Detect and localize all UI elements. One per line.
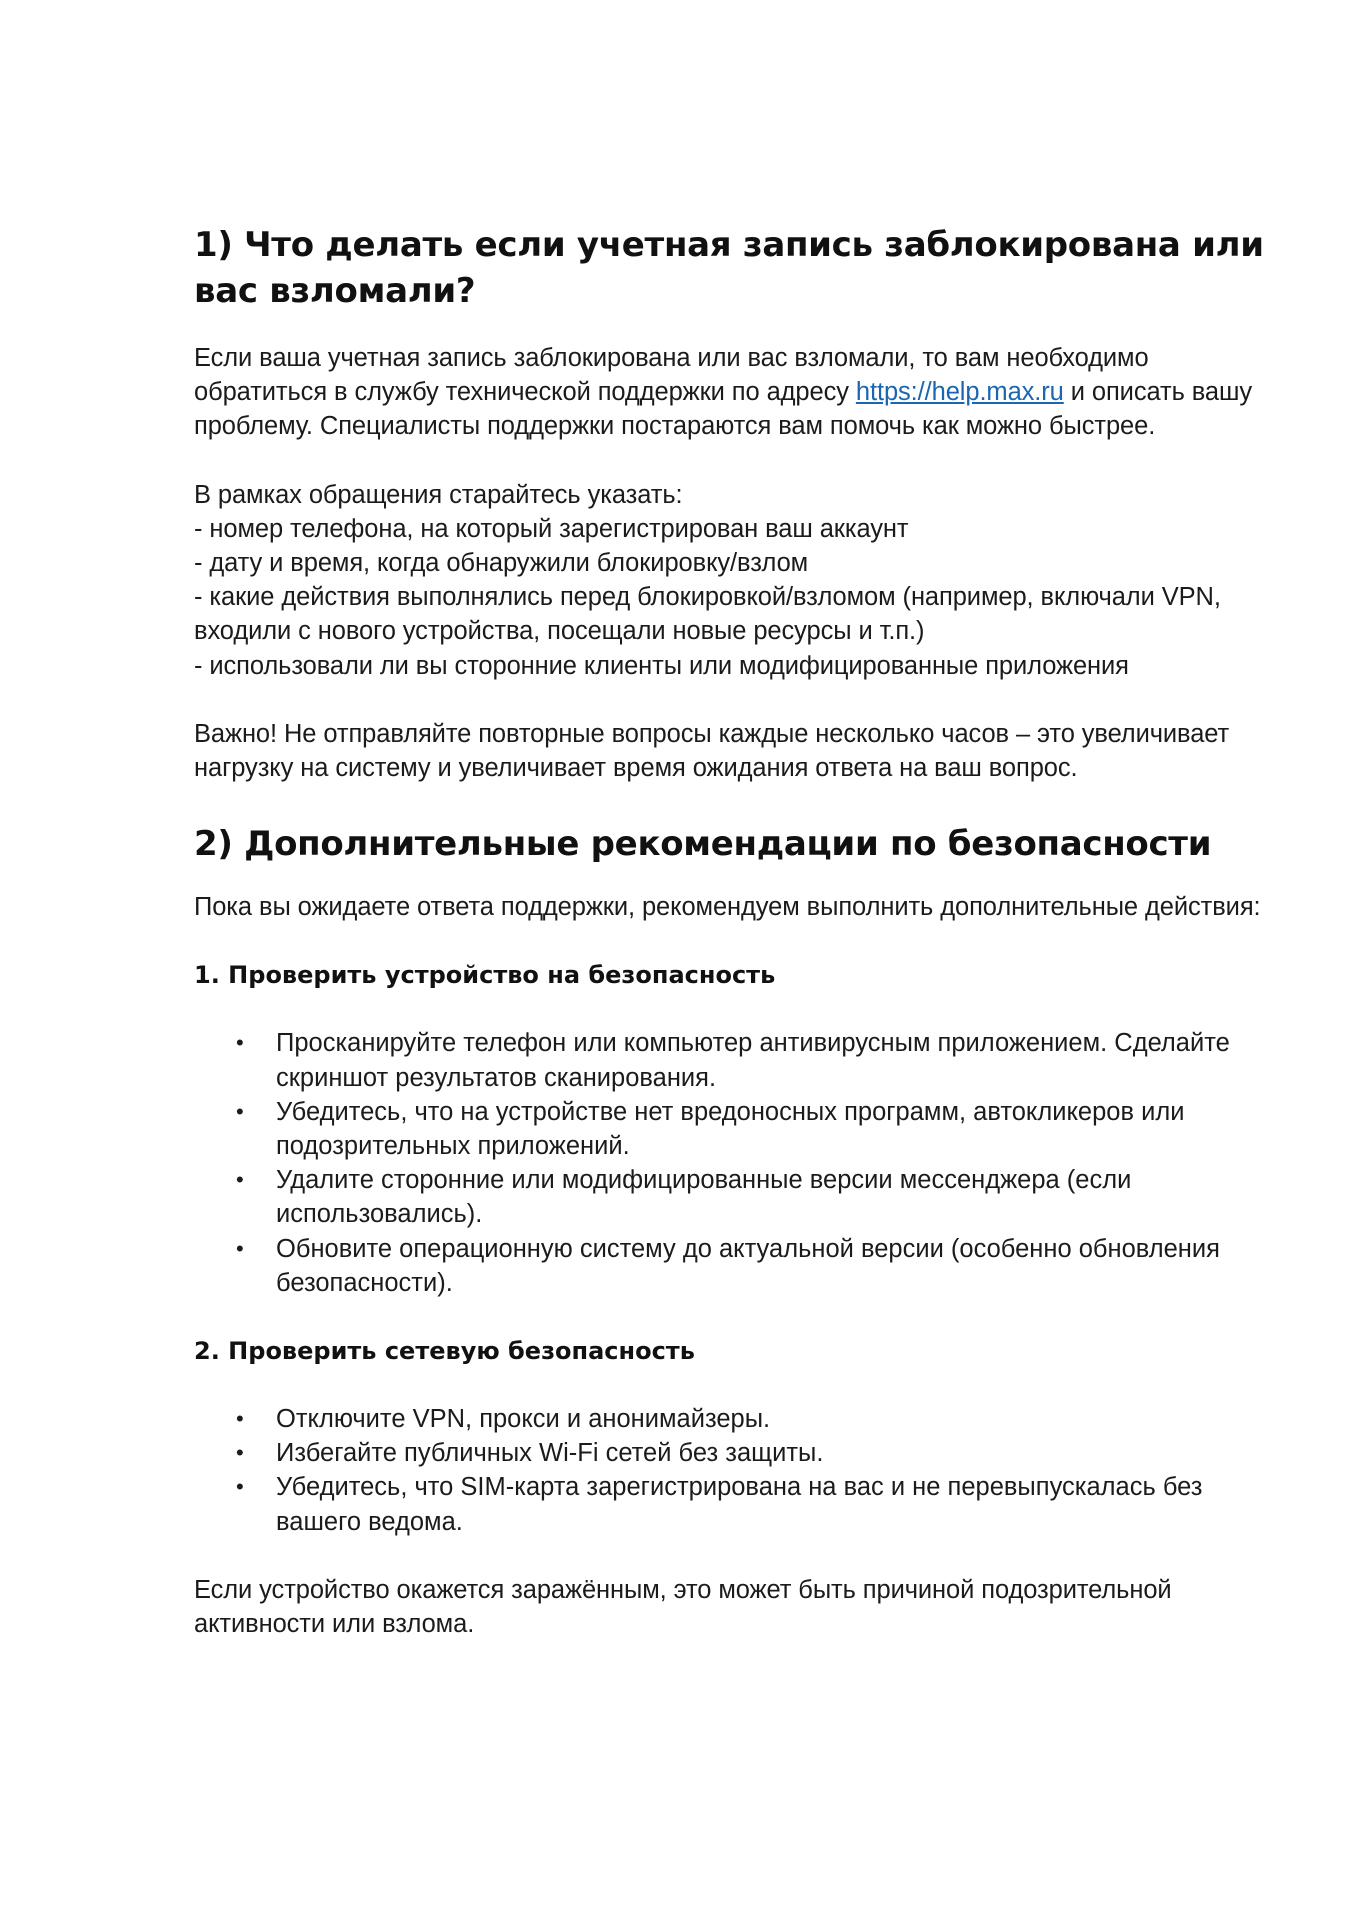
document-content — [194, 222, 1274, 1641]
important-note: Важно! Не отправляйте повторные вопросы каждые несколько часов – это увеличивает нагрузку на систему и увеличивает время ожидания ответа на ваш вопрос. — [194, 719, 1230, 783]
bullet-icon: • — [236, 1030, 244, 1056]
request-item: - какие действия выполнялись перед блокировкой/взломом (например, включали VPN, входили с нового устройства, посещали новые ресурсы и т.п.) — [194, 583, 1221, 646]
bullet-icon: • — [236, 1235, 244, 1261]
request-item: - дату и время, когда обнаружили блокировку/взлом — [194, 549, 809, 578]
section1-title: 1) Что делать если учетная запись заблокирована или вас взломали? — [194, 225, 1264, 311]
network-checklist — [194, 1402, 1274, 1539]
paragraph-text: Если ваша учетная запись заблокирована или вас взломали, то вам необходимо обратиться в службу технической поддержки по адресу — [194, 344, 1149, 407]
bullet-icon: • — [236, 1167, 244, 1193]
list-item: • Просканируйте телефон или компьютер антивирусным приложением. Сделайте скриншот результатов сканирования. — [194, 1026, 1274, 1094]
device-checklist — [194, 1026, 1274, 1300]
subsection1-title: 1. Проверить устройство на безопасность — [194, 961, 776, 990]
closing-paragraph: Если устройство окажется заражённым, это может быть причиной подозрительной активности или взлома. — [194, 1575, 1172, 1639]
section1-paragraph — [194, 341, 1274, 444]
paragraph-text: и описать вашу проблему. Специалисты поддержки постараются вам помочь как можно быстрее. — [194, 378, 1252, 441]
list-item: • Обновите операционную систему до актуальной версии (особенно обновления безопасности). — [194, 1232, 1274, 1300]
list-item: • Убедитесь, что на устройстве нет вредоносных программ, автокликеров или подозрительных приложений. — [194, 1095, 1274, 1163]
list-item: • Удалите сторонние или модифицированные версии мессенджера (если использовались). — [194, 1163, 1274, 1231]
request-item: - номер телефона, на который зарегистрирован ваш аккаунт — [194, 514, 909, 543]
list-item: • Отключите VPN, прокси и анонимайзеры. — [194, 1402, 1274, 1436]
subsection2-title: 2. Проверить сетевую безопасность — [194, 1337, 695, 1366]
support-link[interactable]: https://help.max.ru — [855, 378, 1064, 407]
bullet-icon: • — [236, 1098, 244, 1124]
list-item: • Избегайте публичных Wi-Fi сетей без защиты. — [194, 1436, 1274, 1470]
list-item: • Убедитесь, что SIM-карта зарегистрирована на вас и не перевыпускалась без вашего ведома. — [194, 1470, 1274, 1538]
section2-title: 2) Дополнительные рекомендации по безопасности — [194, 824, 1212, 865]
bullet-icon: • — [236, 1440, 244, 1466]
bullet-icon: • — [236, 1474, 244, 1500]
request-intro: В рамках обращения старайтесь указать: — [194, 480, 683, 509]
request-item: - использовали ли вы сторонние клиенты или модифицированные приложения — [194, 651, 1129, 680]
section2-intro: Пока вы ожидаете ответа поддержки, рекомендуем выполнить дополнительные действия: — [194, 893, 1261, 922]
bullet-icon: • — [236, 1406, 244, 1432]
